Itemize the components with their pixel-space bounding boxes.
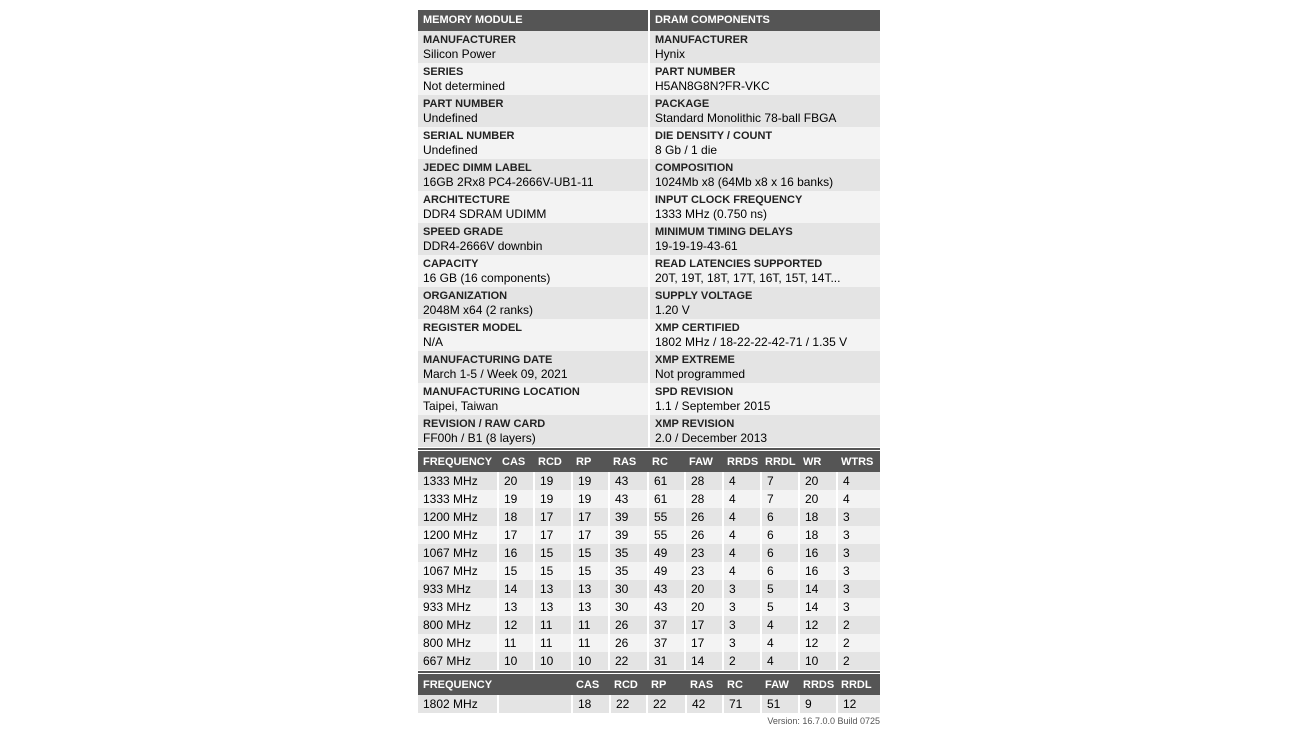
column-header: RCD — [533, 451, 571, 472]
field-label: PART NUMBER — [655, 66, 736, 78]
table-cell — [497, 695, 571, 713]
table-cell: 22 — [608, 652, 647, 670]
module-field-organization — [418, 287, 648, 319]
table-cell: 13 — [497, 598, 533, 616]
table-cell: 3 — [722, 634, 760, 652]
table-cell: 37 — [647, 616, 684, 634]
field-value: Silicon Power — [423, 47, 496, 61]
table-cell: 15 — [571, 544, 608, 562]
table-cell: 1333 MHz — [418, 472, 497, 490]
column-header: FREQUENCY — [418, 674, 497, 695]
section-divider — [418, 448, 880, 450]
field-label: INPUT CLOCK FREQUENCY — [655, 194, 803, 206]
dram-field-composition — [650, 159, 880, 191]
field-value: March 1-5 / Week 09, 2021 — [423, 367, 568, 381]
table-cell: 6 — [760, 526, 798, 544]
table-cell: 12 — [836, 695, 880, 713]
column-header: CAS — [497, 451, 533, 472]
table-cell: 1067 MHz — [418, 562, 497, 580]
table-cell: 16 — [798, 544, 836, 562]
dram-field-input-clock-frequency — [650, 191, 880, 223]
field-value: Not determined — [423, 79, 506, 93]
column-header: FREQUENCY — [418, 451, 497, 472]
table-cell: 933 MHz — [418, 598, 497, 616]
table-cell: 11 — [571, 634, 608, 652]
dram-field-supply-voltage — [650, 287, 880, 319]
field-label: SPD REVISION — [655, 386, 734, 398]
table-cell: 19 — [497, 490, 533, 508]
table-cell: 4 — [722, 490, 760, 508]
table-cell: 4 — [722, 562, 760, 580]
table-cell: 11 — [571, 616, 608, 634]
dram-field-manufacturer — [650, 31, 880, 63]
field-value: FF00h / B1 (8 layers) — [423, 431, 536, 445]
field-value: 1802 MHz / 18-22-22-42-71 / 1.35 V — [655, 335, 848, 349]
table-cell: 55 — [647, 526, 684, 544]
field-label: SERIAL NUMBER — [423, 130, 515, 142]
table-cell: 1802 MHz — [418, 695, 497, 713]
table-cell: 3 — [836, 580, 880, 598]
field-value: Undefined — [423, 143, 478, 157]
table-cell: 71 — [722, 695, 760, 713]
table-row — [418, 526, 880, 544]
field-value: Not programmed — [655, 367, 746, 381]
dram-field-minimum-timing-delays — [650, 223, 880, 255]
table-row — [418, 580, 880, 598]
table-cell: 10 — [571, 652, 608, 670]
table-cell: 3 — [836, 598, 880, 616]
table-cell: 4 — [760, 616, 798, 634]
dram-field-package — [650, 95, 880, 127]
table-cell: 1200 MHz — [418, 526, 497, 544]
version-label: Version: 16.7.0.0 Build 0725 — [767, 716, 880, 726]
column-header: RAS — [608, 451, 647, 472]
field-label: MANUFACTURER — [423, 34, 516, 46]
field-label: REVISION / RAW CARD — [423, 418, 546, 430]
table-cell: 19 — [571, 472, 608, 490]
module-field-revision-raw-card — [418, 415, 648, 447]
table-cell: 4 — [722, 472, 760, 490]
table-cell: 17 — [571, 526, 608, 544]
field-value: 2048M x64 (2 ranks) — [423, 303, 534, 317]
field-label: READ LATENCIES SUPPORTED — [655, 258, 823, 270]
table-cell: 1067 MHz — [418, 544, 497, 562]
module-field-series — [418, 63, 648, 95]
dram-field-part-number — [650, 63, 880, 95]
field-label: ORGANIZATION — [423, 290, 508, 302]
table-cell: 10 — [798, 652, 836, 670]
table-cell: 15 — [571, 562, 608, 580]
field-value: 1.1 / September 2015 — [655, 399, 771, 413]
table-cell: 667 MHz — [418, 652, 497, 670]
table-cell: 61 — [647, 490, 684, 508]
table-row — [418, 472, 880, 490]
table-cell: 42 — [685, 695, 722, 713]
table-row — [418, 616, 880, 634]
module-field-capacity — [418, 255, 648, 287]
field-value: 16 GB (16 components) — [423, 271, 551, 285]
table-cell: 9 — [798, 695, 836, 713]
table-cell: 1333 MHz — [418, 490, 497, 508]
column-header: RRDL — [836, 674, 880, 695]
table-cell: 28 — [684, 490, 722, 508]
table-cell: 43 — [608, 472, 647, 490]
field-label: DIE DENSITY / COUNT — [655, 130, 773, 142]
table-cell: 3 — [836, 526, 880, 544]
module-field-manufacturing-location — [418, 383, 648, 415]
table-cell: 7 — [760, 472, 798, 490]
field-label: CAPACITY — [423, 258, 479, 270]
module-field-part-number — [418, 95, 648, 127]
table-cell: 49 — [647, 544, 684, 562]
memory-module-header: MEMORY MODULE — [418, 10, 648, 31]
column-header: RP — [571, 451, 608, 472]
table-cell: 4 — [722, 526, 760, 544]
memory-module-column — [418, 10, 648, 447]
table-row — [418, 544, 880, 562]
field-value: 19-19-19-43-61 — [655, 239, 738, 253]
field-label: SERIES — [423, 66, 464, 78]
field-label: XMP CERTIFIED — [655, 322, 740, 334]
field-label: XMP EXTREME — [655, 354, 735, 366]
table-cell: 23 — [684, 562, 722, 580]
table-cell: 15 — [533, 544, 571, 562]
table-cell: 6 — [760, 544, 798, 562]
table-cell: 14 — [684, 652, 722, 670]
table-cell: 16 — [798, 562, 836, 580]
field-label: ARCHITECTURE — [423, 194, 510, 206]
table-cell: 14 — [798, 598, 836, 616]
field-label: PART NUMBER — [423, 98, 504, 110]
table-cell: 17 — [497, 526, 533, 544]
xmp-header-row — [418, 674, 880, 695]
table-cell: 17 — [533, 508, 571, 526]
table-cell: 4 — [760, 634, 798, 652]
field-label: MANUFACTURING LOCATION — [423, 386, 580, 398]
table-cell: 12 — [798, 634, 836, 652]
table-cell: 22 — [609, 695, 646, 713]
table-cell: 26 — [608, 616, 647, 634]
table-cell: 20 — [798, 472, 836, 490]
table-cell: 3 — [836, 544, 880, 562]
table-cell: 3 — [836, 508, 880, 526]
column-header: RRDS — [722, 451, 760, 472]
table-cell: 2 — [722, 652, 760, 670]
table-cell: 3 — [722, 580, 760, 598]
table-cell: 800 MHz — [418, 616, 497, 634]
table-cell: 5 — [760, 598, 798, 616]
module-field-register-model — [418, 319, 648, 351]
field-value: DDR4 SDRAM UDIMM — [423, 207, 547, 221]
field-value: Undefined — [423, 111, 478, 125]
column-header: FAW — [760, 674, 798, 695]
table-cell: 23 — [684, 544, 722, 562]
dram-field-xmp-certified — [650, 319, 880, 351]
field-label: MANUFACTURER — [655, 34, 748, 46]
table-cell: 39 — [608, 508, 647, 526]
table-cell: 15 — [497, 562, 533, 580]
table-cell: 26 — [684, 526, 722, 544]
field-label: PACKAGE — [655, 98, 710, 110]
spd-info-section — [418, 10, 880, 447]
table-cell: 12 — [798, 616, 836, 634]
table-cell: 13 — [533, 598, 571, 616]
dram-field-spd-revision — [650, 383, 880, 415]
field-value: Taipei, Taiwan — [423, 399, 499, 413]
table-cell: 18 — [798, 526, 836, 544]
table-cell: 10 — [497, 652, 533, 670]
column-header: RP — [646, 674, 685, 695]
table-cell: 13 — [571, 580, 608, 598]
table-cell: 11 — [533, 616, 571, 634]
table-cell: 18 — [571, 695, 609, 713]
table-cell: 2 — [836, 616, 880, 634]
xmp-timings-table — [418, 674, 880, 713]
table-cell: 35 — [608, 544, 647, 562]
column-header: RRDL — [760, 451, 798, 472]
table-cell: 35 — [608, 562, 647, 580]
table-cell: 18 — [497, 508, 533, 526]
field-label: SPEED GRADE — [423, 226, 504, 238]
field-value: 1333 MHz (0.750 ns) — [655, 207, 768, 221]
spd-report — [418, 10, 880, 726]
dram-components-column — [650, 10, 880, 447]
table-cell: 26 — [684, 508, 722, 526]
module-field-jedec-dimm-label — [418, 159, 648, 191]
section-divider — [418, 671, 880, 673]
table-cell: 933 MHz — [418, 580, 497, 598]
table-cell: 31 — [647, 652, 684, 670]
table-cell: 19 — [533, 490, 571, 508]
table-cell: 5 — [760, 580, 798, 598]
table-cell: 1200 MHz — [418, 508, 497, 526]
table-row — [418, 652, 880, 670]
column-header: WR — [798, 451, 836, 472]
column-header — [497, 674, 571, 695]
table-cell: 2 — [836, 634, 880, 652]
dram-field-xmp-extreme — [650, 351, 880, 383]
field-value: 16GB 2Rx8 PC4-2666V-UB1-11 — [423, 175, 594, 189]
field-value: H5AN8G8N?FR-VKC — [655, 79, 770, 93]
field-value: DDR4-2666V downbin — [423, 239, 543, 253]
column-header: RRDS — [798, 674, 836, 695]
table-cell: 3 — [836, 562, 880, 580]
column-header: WTRS — [836, 451, 880, 472]
table-row — [418, 562, 880, 580]
column-header: RCD — [609, 674, 646, 695]
column-header: CAS — [571, 674, 609, 695]
field-label: MINIMUM TIMING DELAYS — [655, 226, 793, 238]
table-cell: 4 — [760, 652, 798, 670]
table-cell: 20 — [798, 490, 836, 508]
dram-components-header: DRAM COMPONENTS — [650, 10, 880, 31]
table-row — [418, 598, 880, 616]
table-cell: 55 — [647, 508, 684, 526]
field-value: 2.0 / December 2013 — [655, 431, 768, 445]
table-row — [418, 508, 880, 526]
table-cell: 800 MHz — [418, 634, 497, 652]
module-field-architecture — [418, 191, 648, 223]
table-cell: 30 — [608, 580, 647, 598]
field-label: SUPPLY VOLTAGE — [655, 290, 753, 302]
column-header: RC — [722, 674, 760, 695]
table-cell: 2 — [836, 652, 880, 670]
table-cell: 11 — [533, 634, 571, 652]
table-cell: 14 — [497, 580, 533, 598]
table-cell: 61 — [647, 472, 684, 490]
module-field-speed-grade — [418, 223, 648, 255]
table-cell: 28 — [684, 472, 722, 490]
table-row — [418, 695, 880, 713]
jedec-timings-table — [418, 451, 880, 670]
table-cell: 26 — [608, 634, 647, 652]
table-cell: 37 — [647, 634, 684, 652]
table-cell: 20 — [497, 472, 533, 490]
table-row — [418, 490, 880, 508]
field-value: Hynix — [655, 47, 686, 61]
table-cell: 13 — [571, 598, 608, 616]
table-cell: 6 — [760, 508, 798, 526]
table-cell: 39 — [608, 526, 647, 544]
field-value: Standard Monolithic 78-ball FBGA — [655, 111, 837, 125]
table-row — [418, 634, 880, 652]
table-cell: 7 — [760, 490, 798, 508]
column-header: FAW — [684, 451, 722, 472]
column-header: RAS — [685, 674, 722, 695]
field-label: XMP REVISION — [655, 418, 735, 430]
field-label: MANUFACTURING DATE — [423, 354, 553, 366]
field-value: N/A — [423, 335, 444, 349]
table-cell: 4 — [836, 490, 880, 508]
table-cell: 16 — [497, 544, 533, 562]
table-cell: 4 — [722, 544, 760, 562]
table-cell: 49 — [647, 562, 684, 580]
module-field-manufacturing-date — [418, 351, 648, 383]
table-cell: 6 — [760, 562, 798, 580]
column-header: RC — [647, 451, 684, 472]
table-cell: 11 — [497, 634, 533, 652]
field-label: REGISTER MODEL — [423, 322, 523, 334]
table-cell: 20 — [684, 598, 722, 616]
module-field-serial-number — [418, 127, 648, 159]
table-cell: 30 — [608, 598, 647, 616]
field-value: 20T, 19T, 18T, 17T, 16T, 15T, 14T... — [655, 271, 841, 285]
table-cell: 43 — [608, 490, 647, 508]
field-label: COMPOSITION — [655, 162, 734, 174]
table-cell: 19 — [571, 490, 608, 508]
field-value: 1024Mb x8 (64Mb x8 x 16 banks) — [655, 175, 834, 189]
table-cell: 17 — [684, 634, 722, 652]
table-cell: 22 — [646, 695, 685, 713]
table-cell: 17 — [684, 616, 722, 634]
table-cell: 15 — [533, 562, 571, 580]
dram-field-die-density-count — [650, 127, 880, 159]
table-cell: 17 — [533, 526, 571, 544]
table-cell: 3 — [722, 598, 760, 616]
table-cell: 17 — [571, 508, 608, 526]
table-cell: 12 — [497, 616, 533, 634]
table-cell: 20 — [684, 580, 722, 598]
field-label: JEDEC DIMM LABEL — [423, 162, 532, 174]
table-cell: 19 — [533, 472, 571, 490]
field-value: 1.20 V — [655, 303, 690, 317]
field-value: 8 Gb / 1 die — [655, 143, 718, 157]
table-cell: 4 — [836, 472, 880, 490]
dram-field-xmp-revision — [650, 415, 880, 447]
module-field-manufacturer — [418, 31, 648, 63]
table-cell: 51 — [760, 695, 798, 713]
table-cell: 10 — [533, 652, 571, 670]
dram-field-read-latencies-supported — [650, 255, 880, 287]
table-cell: 18 — [798, 508, 836, 526]
table-cell: 13 — [533, 580, 571, 598]
table-cell: 14 — [798, 580, 836, 598]
table-cell: 43 — [647, 580, 684, 598]
table-cell: 3 — [722, 616, 760, 634]
table-cell: 4 — [722, 508, 760, 526]
jedec-header-row — [418, 451, 880, 472]
table-cell: 43 — [647, 598, 684, 616]
